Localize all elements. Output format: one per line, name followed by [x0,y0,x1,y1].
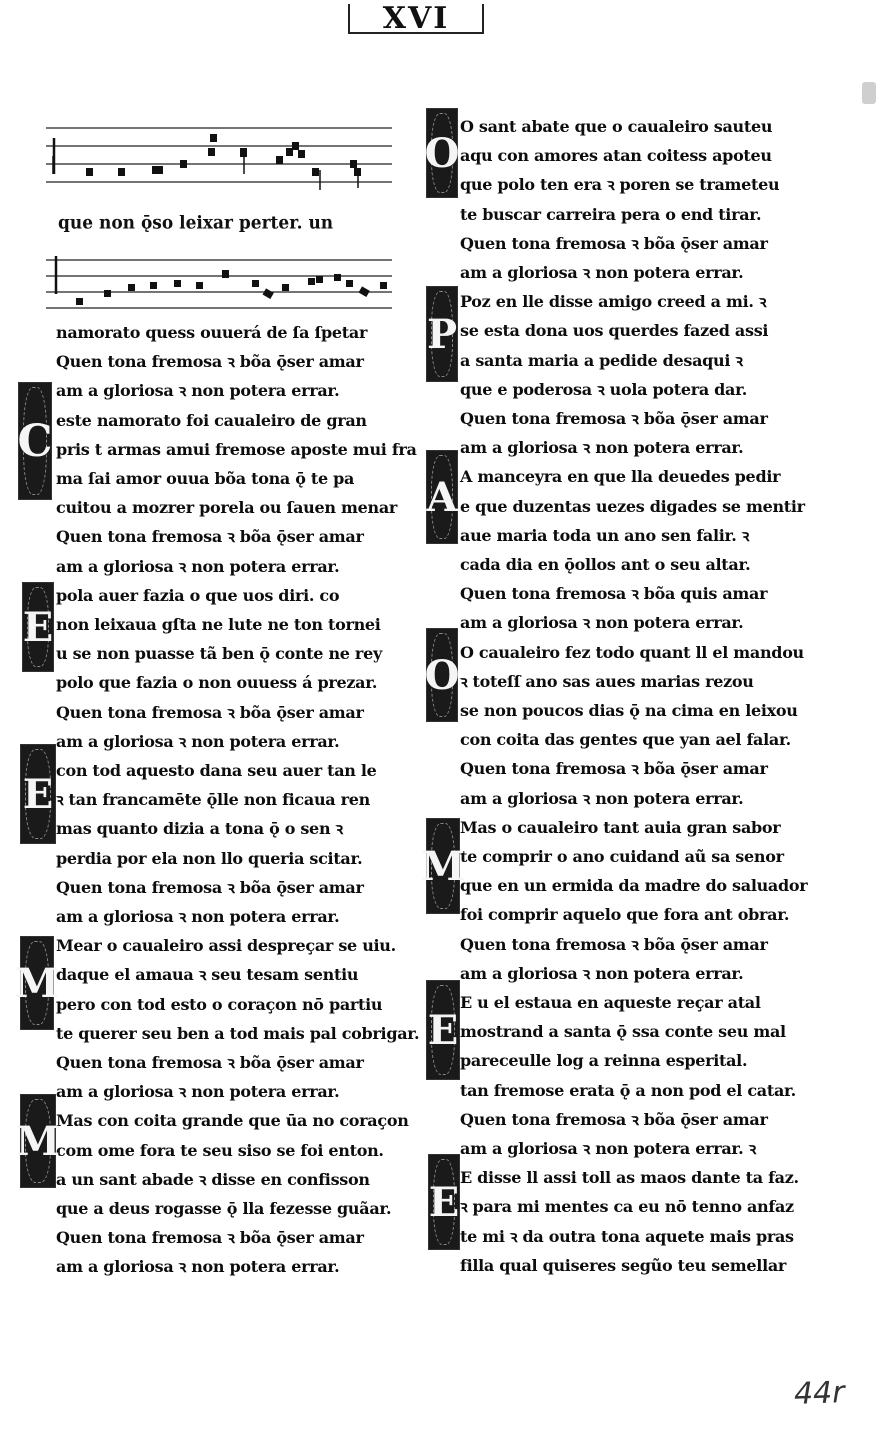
text-line: Quen tona fremosa ꝛ bõa ǭser amar [460,409,768,428]
text-line: a santa maria a pedide desaqui ꝛ [460,350,743,370]
text-line: aqu con amores atan coitess apoteu [460,146,772,166]
music-staff-1 [46,118,392,198]
text-line: am a gloriosa ꝛ non potera errar. [56,556,340,576]
left-text-column [56,318,420,1278]
text-line: Quen tona fremosa ꝛ bõa ǭser amar [460,1109,768,1129]
text-line: com ome fora te seu siso se foi enton. [56,1140,384,1160]
text-line: se non poucos dias ǭ na cima en leixou [460,701,798,720]
music-staff-2 [46,252,392,316]
text-line: am a gloriosa ꝛ non potera errar. [56,381,340,401]
text-line: que polo ten era ꝛ poren se trameteu [460,175,780,195]
text-line: Quen tona fremosa ꝛ bõa ǭser amar [56,1228,364,1248]
text-line: namorato quess ouuerá de ſa ſpetar [56,323,368,342]
text-line: con coita das gentes que yan ael falar. [460,730,791,750]
text-line: u se non puasse tã ben ǭ conte ne rey [56,644,382,664]
text-line: ꝛ para mi mentes ca eu nō tenno anfaz [460,1197,794,1217]
decorated-initial: E [20,744,56,844]
text-line: am a gloriosa ꝛ non potera errar. [56,731,340,751]
text-line: cuitou a mozrer porela ou ſauen menar [56,498,398,518]
decorated-initial: A [426,450,458,544]
text-line: aue maria toda un ano sen falir. ꝛ [460,525,750,545]
text-line: am a gloriosa ꝛ non potera errar. [460,263,744,282]
decorated-initial: E [426,980,460,1080]
text-line: se esta dona uos querdes fazed assi [460,321,769,341]
text-line: pola auer fazia o que uos diri. co [56,585,340,605]
text-line: pero con tod esto o coraçon nō partiu [56,994,383,1014]
text-line: polo que fazia o non ouuess á prezar. [56,673,378,693]
text-line: perdia por ela non llo queria scitar. [56,848,363,868]
text-line: O caualeiro fez todo quant ll el mandou [460,642,804,662]
decorated-initial: M [426,818,460,914]
text-line: E disse ll assi toll as maos dante ta faz. [460,1168,799,1188]
text-line: am a gloriosa ꝛ non potera errar. [56,907,340,926]
page-edge-mark [862,82,876,104]
text-line: filla qual quiseres segũo teu semellar [460,1255,787,1275]
text-line: Mas con coita grande que ūa no coraçon [56,1111,409,1131]
music-lyric: que non ǭso leixar perter. un [58,212,334,234]
text-line: ma ſai amor ouua bõa tona ǭ te pa [56,469,355,488]
decorated-initial: M [20,1094,56,1188]
decorated-initial: O [426,628,458,722]
text-line: mostrand a santa ǭ ssa conte seu mal [460,1022,786,1042]
text-line: mas quanto dizia a tona ǭ o sen ꝛ [56,819,343,839]
decorated-initial: E [22,582,54,672]
text-line: que a deus rogasse ǭ lla fezesse guãar. [56,1199,392,1218]
text-line: que e poderosa ꝛ uola potera dar. [460,379,748,399]
text-line: O sant abate que o caualeiro sauteu [460,117,773,136]
text-line: ꝛ tan francamēte ǭlle non ficaua ren [56,790,370,810]
right-text-column [460,112,815,1275]
decorated-initial: O [426,108,458,198]
text-line: te buscar carreira pera o end tirar. [460,204,762,224]
folio-heading-text: XVI [382,0,450,36]
folio-heading [348,0,484,36]
text-line: daque el amaua ꝛ seu tesam sentiu [56,965,359,985]
text-line: Quen tona fremosa ꝛ bõa ǭser amar [56,877,364,897]
text-line: con tod aquesto dana seu auer tan le [56,761,377,780]
text-line: e que duzentas uezes digades se mentir [460,496,805,516]
decorated-initial: P [426,286,458,382]
text-line: am a gloriosa ꝛ non potera errar. [460,963,744,983]
text-line: Quen tona fremosa ꝛ bõa ǭser amar [460,759,768,779]
decorated-initial: E [428,1154,460,1250]
text-line: am a gloriosa ꝛ non potera errar. [56,1257,340,1277]
text-line: am a gloriosa ꝛ non potera errar. [56,1082,340,1102]
text-line: Poz en lle disse amigo creed a mi. ꝛ [460,292,767,312]
text-line: Quen tona fremosa ꝛ bõa ǭser amar [56,1053,364,1072]
folio-number: 44r [793,1375,846,1412]
text-line: tan fremose erata ǭ a non pod el catar. [460,1080,796,1100]
text-line: Quen tona fremosa ꝛ bõa ǭser amar [56,527,364,547]
text-line: este namorato foi caualeiro de gran [56,410,367,430]
text-line: Mas o caualeiro tant auia gran sabor [460,817,781,837]
text-line: te querer seu ben a tod mais pal cobrigar. [56,1023,420,1043]
text-line: Quen tona fremosa ꝛ bõa ǭser amar [460,934,768,954]
text-line: que en un ermida da madre do saluador [460,876,808,896]
text-line: Quen tona fremosa ꝛ bõa ǭser amar [56,702,364,722]
text-line: Mear o caualeiro assi despreçar se uiu. [56,936,396,956]
text-line: non leixaua gſta ne lute ne ton tornei [56,615,381,634]
text-line: pris t armas amui fremose aposte mui fra [56,439,417,459]
text-line: A manceyra en que lla deuedes pedir [460,467,781,487]
text-line: E u el estaua en aqueste reçar atal [460,993,761,1012]
text-line: am a gloriosa ꝛ non potera errar. [460,438,744,458]
text-line: am a gloriosa ꝛ non potera errar. ꝛ [460,1139,756,1158]
text-line: a un sant abade ꝛ disse en confisson [56,1169,370,1189]
text-line: am a gloriosa ꝛ non potera errar. [460,613,744,633]
staff-1-notation [46,118,392,198]
text-line: te mi ꝛ da outra tona aquete mais pras [460,1226,794,1246]
text-line: foi comprir aquelo que fora ant obrar. [460,905,790,925]
text-line: Quen tona fremosa ꝛ bõa ǭser amar [460,233,768,253]
text-line: te comprir o ano cuidand aũ sa senor [460,847,784,866]
text-line: ꝛ toteſſ ano sas aues marias rezou [460,671,754,691]
decorated-initial: C [18,382,52,500]
text-line: pareceulle log a reinna esperital. [460,1051,748,1071]
text-line: Quen tona fremosa ꝛ bõa ǭser amar [56,352,364,372]
text-line: cada dia en ǭollos ant o seu altar. [460,555,751,574]
text-line: am a gloriosa ꝛ non potera errar. [460,788,744,808]
decorated-initial: M [20,936,54,1030]
staff-2-notation [46,252,392,316]
text-line: Quen tona fremosa ꝛ bõa quis amar [460,584,768,604]
